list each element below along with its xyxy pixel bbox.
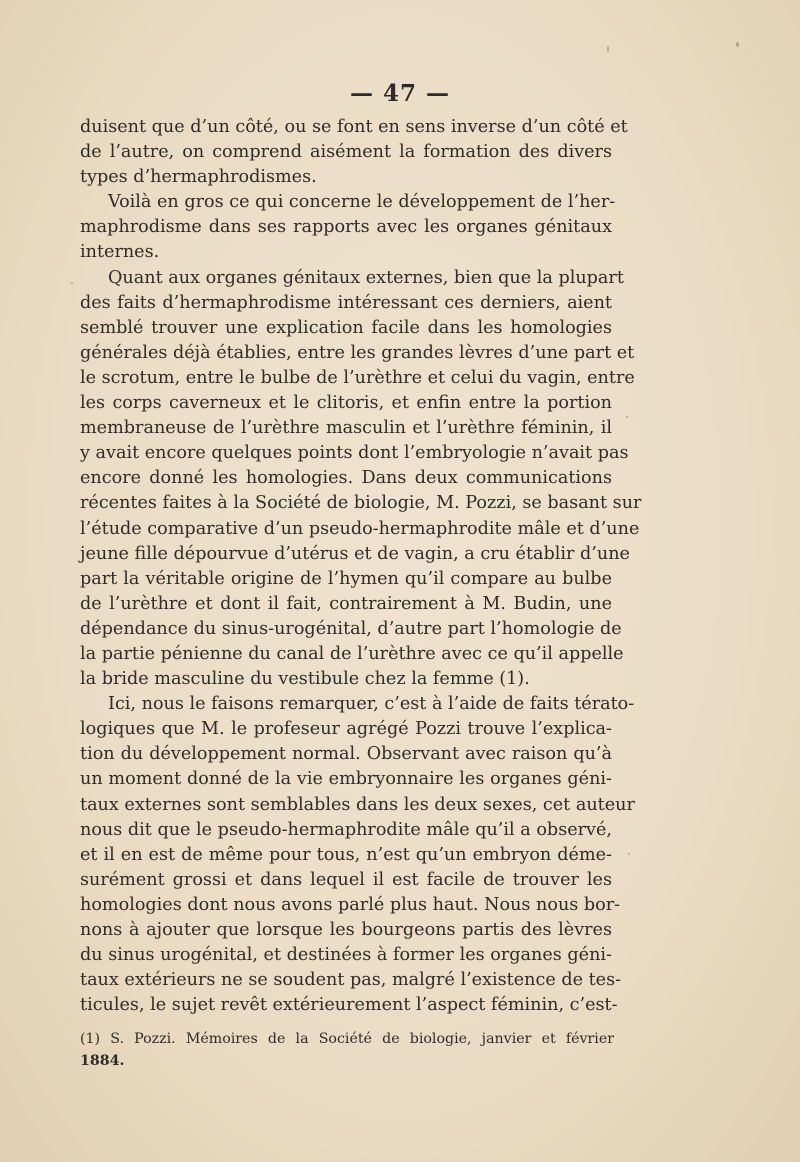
body-text bbox=[80, 115, 642, 1018]
text-line: types d’hermaphrodismes. bbox=[80, 167, 317, 188]
page-number: — 47 — bbox=[349, 80, 451, 107]
text-line: homologies dont nous avons parlé plus haut. Nous nous bor- bbox=[80, 894, 621, 915]
footnote-line: (1) S. Pozzi. Mémoires de la Société de biologie, janvier et février bbox=[80, 1031, 614, 1047]
text-line: taux externes sont semblables dans les deux sexes, cet auteur bbox=[80, 794, 635, 815]
text-line: Voilà en gros ce qui concerne le développement de l’her- bbox=[108, 192, 616, 213]
text-line: internes. bbox=[80, 242, 160, 263]
text-line: encore donné les homologies. Dans deux communications bbox=[80, 468, 612, 489]
text-line: logiques que M. le profeseur agrégé Pozzi trouve l’explica- bbox=[80, 719, 612, 740]
paper-speck bbox=[71, 282, 73, 284]
paper-speck bbox=[736, 42, 739, 47]
text-line: récentes faites à la Société de biologie, M. Pozzi, se basant sur bbox=[80, 493, 642, 514]
text-line: du sinus urogénital, et destinées à former les organes géni- bbox=[80, 945, 612, 966]
text-line: nous dit que le pseudo-hermaphrodite mâle qu’il a observé, bbox=[80, 819, 612, 840]
text-line: nons à ajouter que lorsque les bourgeons partis des lèvres bbox=[80, 920, 612, 940]
text-line: part la véritable origine de l’hymen qu’il compare au bulbe bbox=[80, 568, 612, 589]
text-line: jeune fille dépourvue d’utérus et de vagin, a cru établir d’une bbox=[80, 543, 630, 564]
text-line: générales déjà établies, entre les grandes lèvres d’une part et bbox=[80, 342, 635, 363]
text-line: taux extérieurs ne se soudent pas, malgré l’existence de tes- bbox=[80, 970, 622, 991]
text-line: maphrodisme dans ses rapports avec les organes génitaux bbox=[80, 217, 612, 238]
text-line: dépendance du sinus-urogénital, d’autre part l’homologie de bbox=[80, 618, 622, 639]
text-line: de l’urèthre et dont il fait, contrairement à M. Budin, une bbox=[80, 593, 612, 614]
text-line: tion du développement normal. Observant avec raison qu’à bbox=[80, 744, 612, 765]
text-line: la bride masculine du vestibule chez la femme (1). bbox=[80, 669, 530, 690]
text-line: de l’autre, on comprend aisément la formation des divers bbox=[80, 142, 612, 163]
footnote bbox=[80, 1028, 614, 1072]
text-line: Quant aux organes génitaux externes, bien que la plupart bbox=[108, 267, 624, 288]
footnote-line: 1884. bbox=[80, 1053, 125, 1069]
text-line: Ici, nous le faisons remarquer, c’est à l’aide de faits térato- bbox=[108, 694, 635, 715]
text-line: le scrotum, entre le bulbe de l’urèthre et celui du vagin, entre bbox=[80, 367, 635, 388]
text-line: semblé trouver une explication facile dans les homologies bbox=[80, 317, 612, 338]
text-line: la partie pénienne du canal de l’urèthre avec ce qu’il appelle bbox=[80, 643, 624, 664]
text-line: y avait encore quelques points dont l’embryologie n’avait pas bbox=[80, 443, 629, 464]
text-line: des faits d’hermaphrodisme intéressant ces derniers, aient bbox=[80, 292, 612, 313]
text-line: duisent que d’un côté, ou se font en sens inverse d’un côté et bbox=[80, 117, 628, 137]
text-line: les corps caverneux et le clitoris, et enfin entre la portion bbox=[80, 393, 612, 414]
text-line: et il en est de même pour tous, n’est qu’un embryon déme- bbox=[80, 844, 612, 865]
paper-speck bbox=[626, 416, 628, 418]
paper-speck bbox=[628, 853, 630, 855]
text-line: l’étude comparative d’un pseudo-hermaphrodite mâle et d’une bbox=[80, 518, 640, 539]
text-line: membraneuse de l’urèthre masculin et l’urèthre féminin, il bbox=[80, 418, 612, 439]
text-line: surément grossi et dans lequel il est facile de trouver les bbox=[80, 869, 612, 890]
text-line: ticules, le sujet revêt extérieurement l’aspect féminin, c’est- bbox=[80, 995, 618, 1016]
text-line: un moment donné de la vie embryonnaire les organes géni- bbox=[80, 769, 612, 790]
paper-speck bbox=[607, 46, 609, 52]
